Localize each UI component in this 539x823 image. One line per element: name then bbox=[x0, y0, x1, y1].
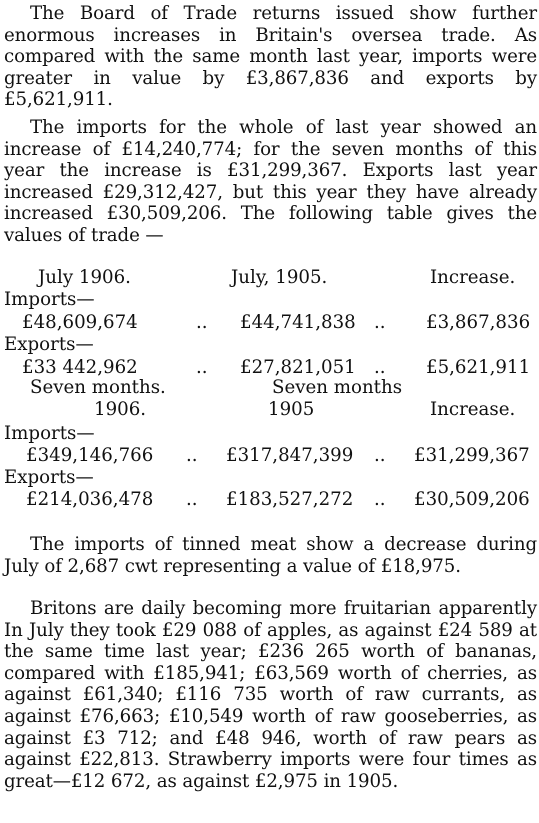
paragraph-tinned-meat: The imports of tinned meat show a decrease during July of 2,687 cwt representing a value of £18,975. bbox=[4, 534, 537, 577]
dots: .. bbox=[374, 312, 386, 333]
cell-s-exports-increase: £30,509,206 bbox=[414, 489, 530, 510]
cell-s-imports-1905: £317,847,399 bbox=[226, 445, 354, 466]
cell-exports-1906: £33 442,962 bbox=[22, 357, 138, 378]
cell-s-imports-1906: £349,146,766 bbox=[26, 445, 154, 466]
dots: .. bbox=[374, 489, 386, 510]
cell-s-imports-increase: £31,299,367 bbox=[414, 445, 530, 466]
header-increase-2: Increase. bbox=[430, 399, 516, 420]
header-seven-months-1905: Seven months bbox=[272, 377, 403, 398]
cell-exports-increase: £5,621,911 bbox=[426, 357, 531, 378]
header-seven-months-1906: Seven months. bbox=[30, 377, 166, 398]
cell-imports-1905: £44,741,838 bbox=[240, 312, 356, 333]
header-1906: 1906. bbox=[94, 399, 147, 420]
paragraph-trade-returns bbox=[4, 3, 537, 111]
cell-s-exports-1905: £183,527,272 bbox=[226, 489, 354, 510]
header-july-1906: July 1906. bbox=[38, 267, 131, 288]
header-increase: Increase. bbox=[430, 267, 516, 288]
dots: .. bbox=[374, 357, 386, 378]
label-imports: Imports— bbox=[4, 289, 95, 310]
paragraph-fruit-imports: Britons are daily becoming more fruitarian apparently In July they took £29 088 of apples, as against £24 589 at the same time last year; £236 265 worth of bananas, compared with £185,941; £63,569 worth of cherries, as against £61,340; £116 735 worth of raw currants, as against £76,663; £10,549 worth of raw gooseberries, as against £3 712; and £48 946, worth of raw pears as against £22,813. Strawberry imports were four times as great—£12 672, as against £2,975 in 1905. bbox=[4, 598, 537, 792]
label-imports-2: Imports— bbox=[4, 423, 95, 444]
dots: .. bbox=[196, 312, 208, 333]
cell-s-exports-1906: £214,036,478 bbox=[26, 489, 154, 510]
cell-imports-1906: £48,609,674 bbox=[22, 312, 138, 333]
dots: .. bbox=[186, 489, 198, 510]
dots: .. bbox=[186, 445, 198, 466]
paragraph-imports-whole-year: The imports for the whole of last year showed an increase of £14,240,774; for the seven months of this year the increase is £31,299,367. Exports last year increased £29,312,427, but this year they have already increased £30,509,206. The following table gives the values of trade — bbox=[4, 117, 537, 246]
header-1905: 1905 bbox=[268, 399, 315, 420]
dots: .. bbox=[374, 445, 386, 466]
cell-exports-1905: £27,821,051 bbox=[240, 357, 356, 378]
paragraph-text: The Board of Trade returns issued show further enormous increases in Britain's oversea trade. As compared with the same month last year, imports were greater in value by £3,867,836 and exports by £5,621,911. bbox=[4, 3, 537, 111]
dots: .. bbox=[196, 357, 208, 378]
label-exports: Exports— bbox=[4, 334, 94, 355]
label-exports-2: Exports— bbox=[4, 467, 94, 488]
cell-imports-increase: £3,867,836 bbox=[426, 312, 531, 333]
header-july-1905: July, 1905. bbox=[231, 267, 328, 288]
